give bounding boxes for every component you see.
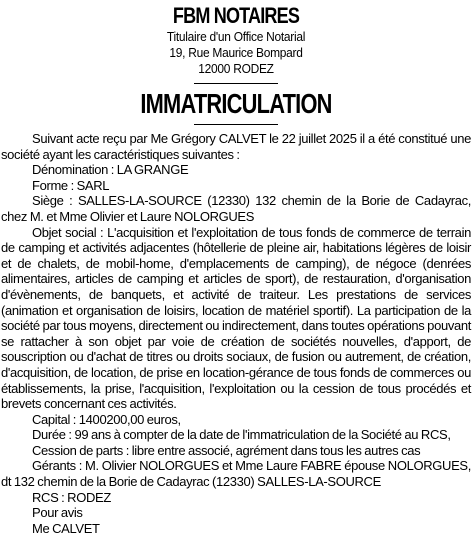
- forme-line: Forme : SARL: [32, 177, 110, 193]
- notice-title: IMMATRICULATION: [140, 88, 332, 119]
- rcs-line: RCS : RODEZ: [32, 489, 111, 505]
- objet-social-paragraph: Objet social : L'acquisition et l'exploitation de tous fonds de commerce de terrain de camping et activités adjacentes (hôtellerie de pleine air, habitations légères de loisir et de chalets, de mobil-home, d'emplacements de camping), de négoce (denrées alimentaires, articles de camping et articles de sport), de restauration, d'organisation d'évènements, de banquets, et activité de traiteur. Les prestations de services (animation et organisation de loisirs, location de matériel sportif). La participation de la société par tous moyens, directement ou indirectement, dans toutes opérations pouvant se rattacher à son objet par voie de création de sociétés nouvelles, d'apport, de souscription ou d'achat de titres ou droits sociaux, de fusion ou autrement, de création, d'acquisition, de location, de prise en location-gérance de tous fonds de commerces ou établissements, la prise, l'acquisition, l'exploitation ou la cession de tous procédés et brevets concernant ces activités.: [1, 224, 471, 412]
- header-divider: [194, 83, 278, 84]
- capital-line: Capital : 1400200,00 euros,: [32, 411, 181, 427]
- pour-avis-line: Pour avis: [32, 505, 83, 521]
- firm-name: FBM NOTAIRES: [172, 3, 300, 28]
- cession-line: Cession de parts : libre entre associé, agrément dans tous les autres cas: [32, 442, 421, 458]
- signature-line: Me CALVET: [32, 520, 100, 536]
- title-divider: [194, 124, 278, 125]
- intro-paragraph: Suivant acte reçu par Me Grégory CALVET le 22 juillet 2025 il a été constitué une société ayant les caractéristiques suivantes :: [1, 131, 471, 162]
- firm-address-line-2: 19, Rue Maurice Bompard: [169, 45, 303, 60]
- notice-body: [1, 131, 471, 536]
- gerants-paragraph: Gérants : M. Olivier NOLORGUES et Mme Laure FABRE épouse NOLORGUES, dt 132 chemin de la Borie de Cadayrac (12330) SALLES-LA-SOURCE: [1, 458, 471, 490]
- denomination-line: Dénomination : LA GRANGE: [32, 162, 189, 178]
- firm-address-line-3: 12000 RODEZ: [198, 61, 274, 76]
- firm-address-line-1: Titulaire d'un Office Notarial: [166, 29, 306, 44]
- duree-line: Durée : 99 ans à compter de la date de l'immatriculation de la Société au RCS,: [32, 427, 451, 443]
- siege-paragraph: Siège : SALLES-LA-SOURCE (12330) 132 chemin de la Borie de Cadayrac, chez M. et Mme Olivier et Laure NOLORGUES: [1, 193, 471, 224]
